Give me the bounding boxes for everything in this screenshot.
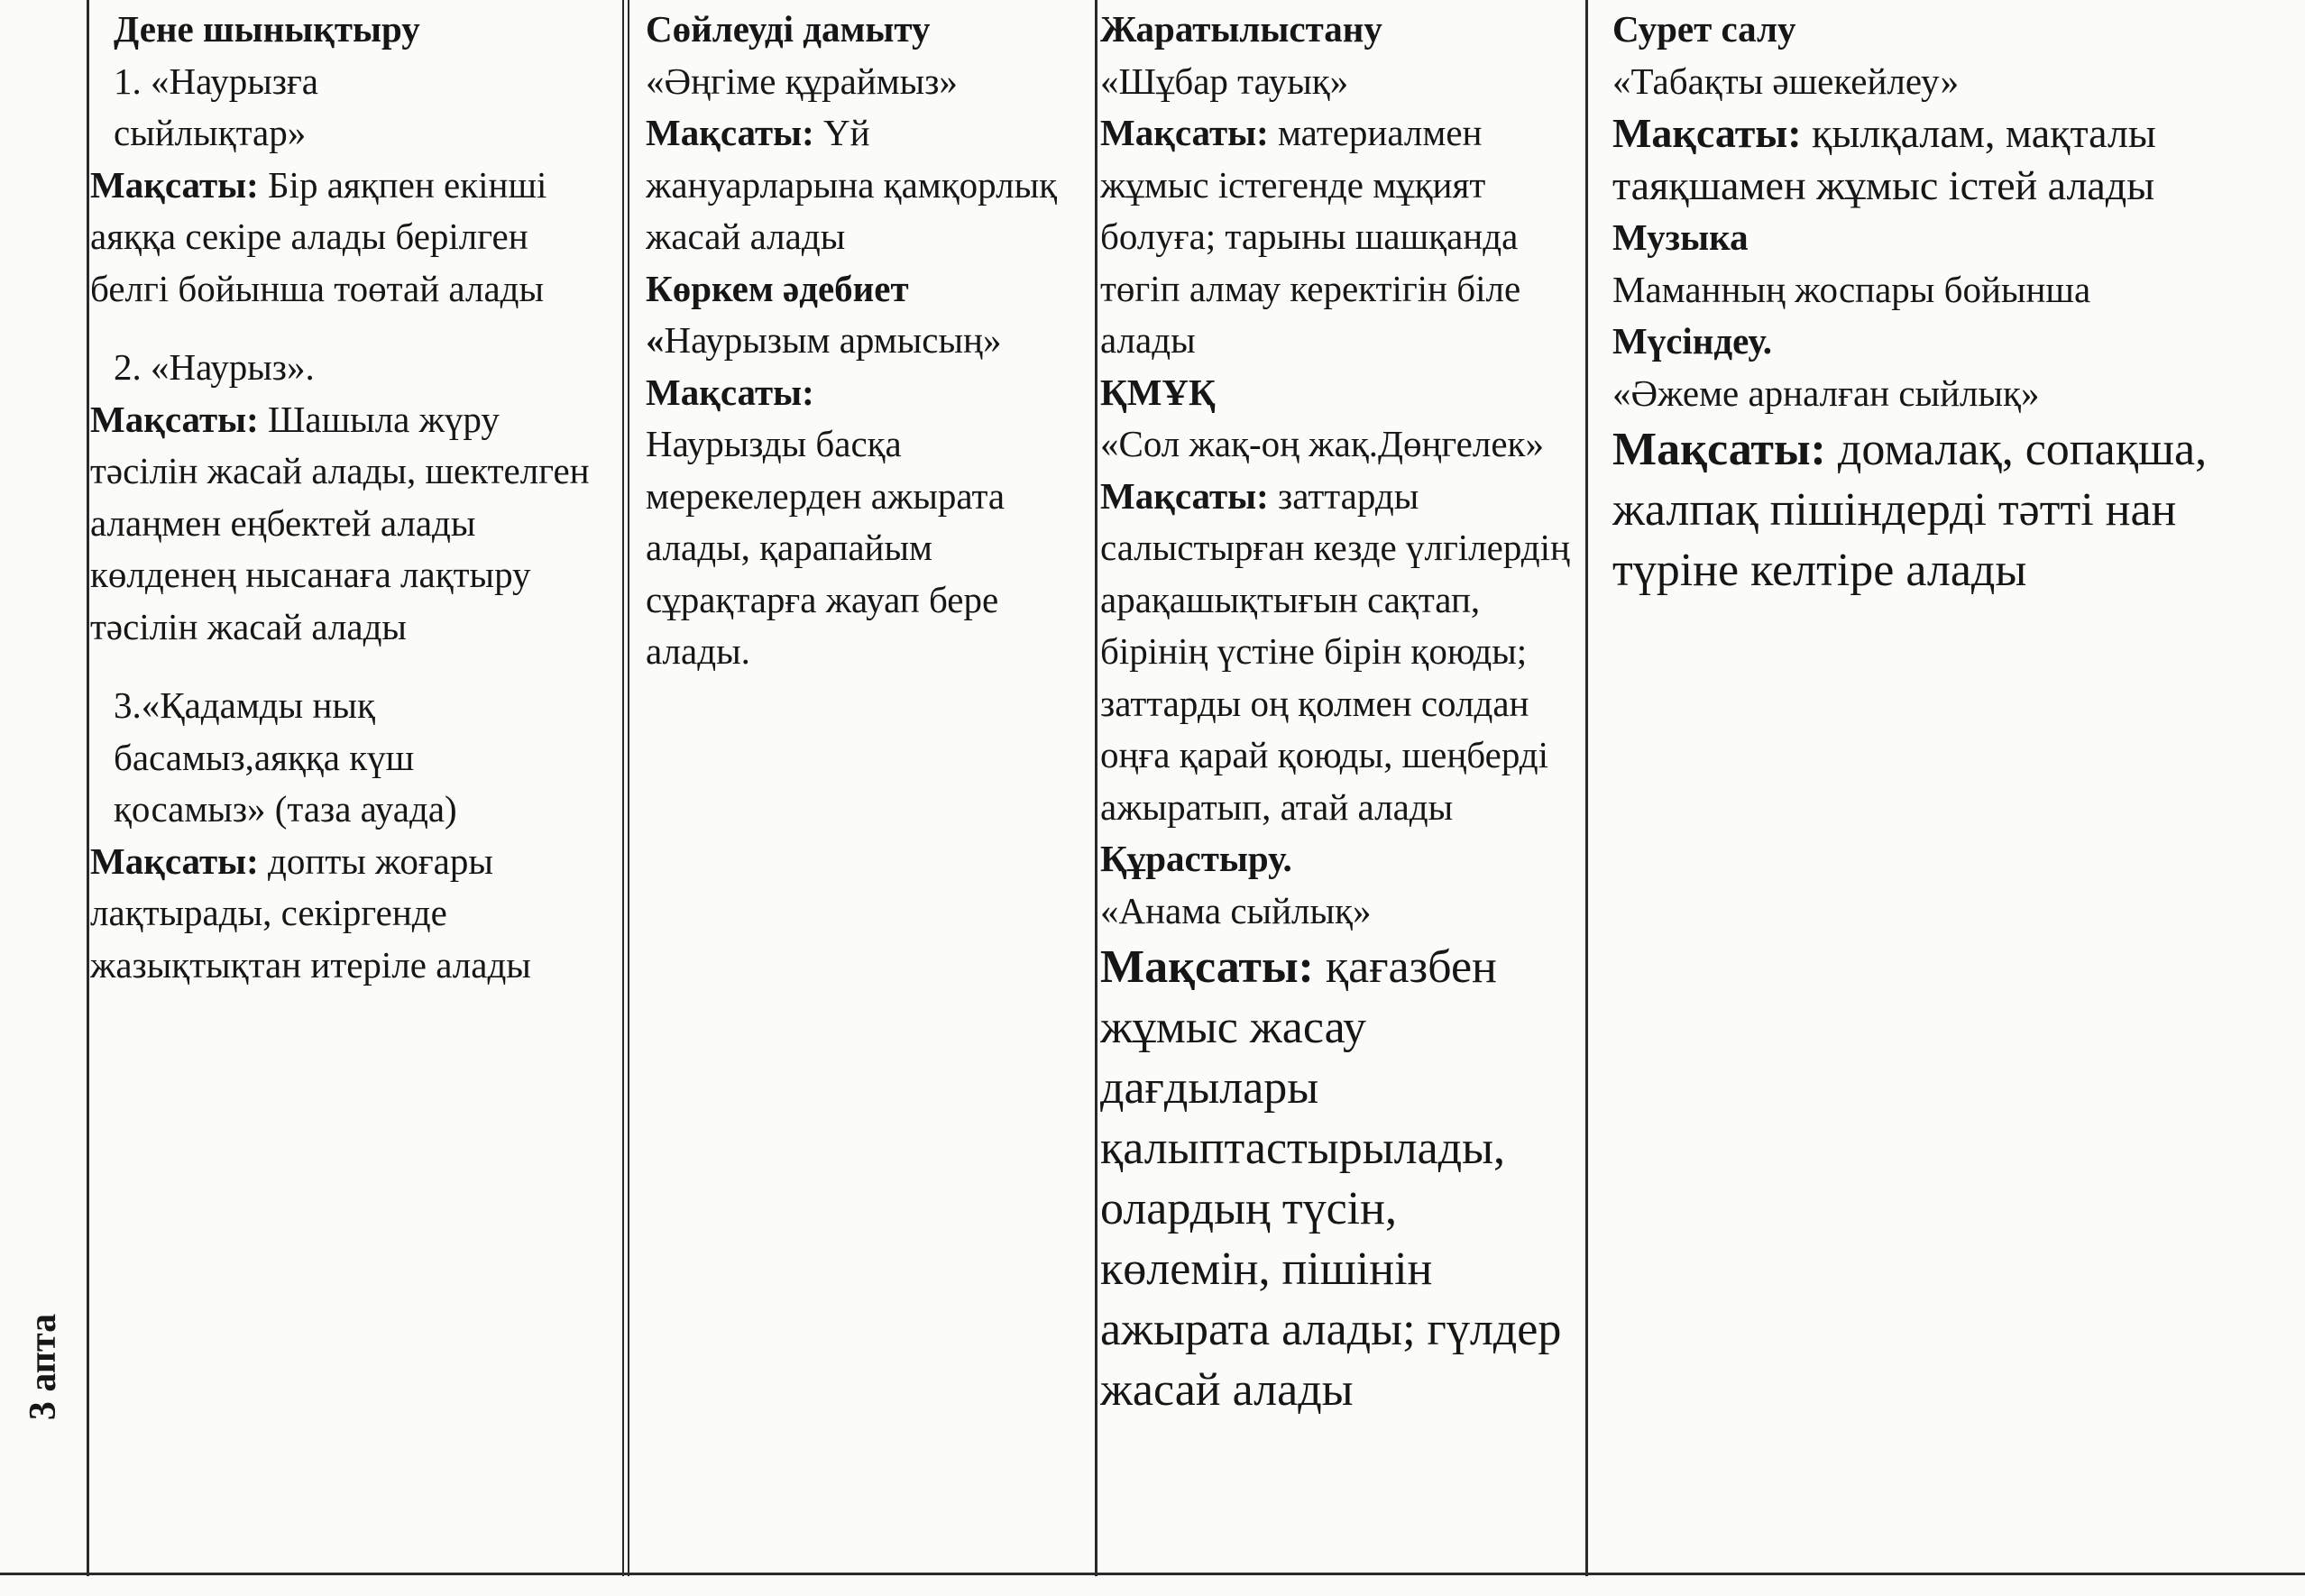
goal-text: Бір аяқпен екінші аяққа секіре алады берілген белгі бойынша тоөтай алады	[90, 163, 547, 309]
section-title: Музыка	[1612, 216, 1749, 258]
goal-text: заттарды салыстырған кезде үлгілердің арақашықтығын сақтап, бірінің үстіне бірін қоюды; заттарды оң қолмен солдан оңға қарай қоюды, шеңберді ажыратып, атай алады	[1100, 474, 1570, 828]
bottom-border	[0, 1573, 2305, 1575]
column-natural-science	[1100, 4, 1578, 1569]
goal-text: қағазбен жұмыс жасау дағдылары қалыптастырылады, олардың түсін, көлемін, пішінін ажырата алады; гүлдер жасай алады	[1100, 941, 1562, 1416]
week-label: 3 апта	[23, 1313, 65, 1421]
topic: «Сол жақ-оң жақ.Дөңгелек»	[1100, 423, 1544, 464]
column-divider	[1585, 0, 1588, 1576]
activity-name: 1. «Наурызға сыйлықтар»	[114, 60, 318, 153]
section-title: Құрастыру.	[1100, 838, 1292, 879]
section-title: Мүсіндеу.	[1612, 320, 1772, 362]
week-label-cell	[7, 956, 79, 1497]
goal-label: Мақсаты:	[1612, 424, 1826, 475]
column-title: Дене шынықтыру	[114, 8, 420, 50]
activity-goal	[90, 394, 615, 654]
column-title: Жаратылыстану	[1100, 8, 1382, 50]
goal-label: Мақсаты:	[90, 398, 259, 440]
goal	[1100, 471, 1578, 834]
goal-label: Мақсаты:	[90, 163, 259, 206]
activity-goal	[90, 836, 615, 992]
column-title: Сөйлеуді дамыту	[646, 8, 931, 50]
topic-text: Наурызым армысың»	[664, 319, 1002, 361]
quote-mark: «	[646, 319, 665, 361]
column-divider	[622, 0, 624, 1576]
goal-text: қылқалам, мақталы таяқшамен жұмыс істей алады	[1612, 110, 2156, 208]
topic	[646, 315, 1097, 367]
goal	[646, 107, 1097, 263]
goal-label: Мақсаты:	[1100, 474, 1269, 517]
activity-goal	[90, 160, 615, 316]
goal-label: Мақсаты:	[646, 112, 814, 153]
topic: «Әңгіме құраймыз»	[646, 60, 958, 102]
goal	[1100, 107, 1578, 367]
topic: «Табақты әшекейлеу»	[1612, 60, 1960, 102]
goal-text: материалмен жұмыс істегенде мұқият болуға; тарыны шашқанда төгіп алмау керектігін біле алады	[1100, 112, 1521, 361]
topic: «Әжеме арналған сыйлық»	[1612, 371, 2040, 414]
goal	[1100, 937, 1578, 1420]
goal-label: Мақсаты:	[1612, 110, 1802, 156]
goal	[1612, 419, 2305, 601]
section-title: Көркем әдебиет	[646, 267, 909, 309]
topic: «Шұбар тауық»	[1100, 60, 1349, 102]
column-physical-education	[90, 4, 615, 1569]
column-speech-development	[646, 4, 1097, 1569]
goal-label: Мақсаты:	[1100, 112, 1269, 153]
goal	[1612, 107, 2305, 212]
section-text: Маманның жоспары бойынша	[1612, 268, 2091, 310]
column-title: Сурет салу	[1612, 8, 1796, 50]
topic: «Анама сыйлық»	[1100, 889, 1372, 931]
column-divider	[87, 0, 89, 1576]
goal-text: Үй жануарларына қамқорлық жасай алады	[646, 112, 1058, 257]
goal-label: Мақсаты:	[1100, 941, 1314, 993]
goal-text: допты жоғары лақтырады, секіргенде жазықтықтан итеріле алады	[90, 839, 531, 986]
goal-text: Наурызды басқа мерекелерден ажырата алады, қарапайым сұрақтарға жауап бере алады.	[646, 423, 1006, 672]
activity-name: 3.«Қадамды нық басамыз,аяққа күш қосамыз» (таза ауада)	[114, 684, 457, 830]
goal-text: домалақ, сопақша, жалпақ пішіндерді тәтті нан түріне келтіре алады	[1612, 424, 2208, 596]
activity-name: 2. «Наурыз».	[114, 346, 315, 388]
goal-text: Шашыла жүру тәсілін жасай алады, шектелген алаңмен еңбектей алады көлденең нысанаға лақтыру тәсілін жасай алады	[90, 398, 590, 647]
goal-label: Мақсаты:	[646, 371, 814, 413]
column-drawing	[1612, 4, 2305, 1569]
goal-label: Мақсаты:	[90, 839, 259, 882]
section-title: ҚМҰҚ	[1100, 371, 1216, 413]
